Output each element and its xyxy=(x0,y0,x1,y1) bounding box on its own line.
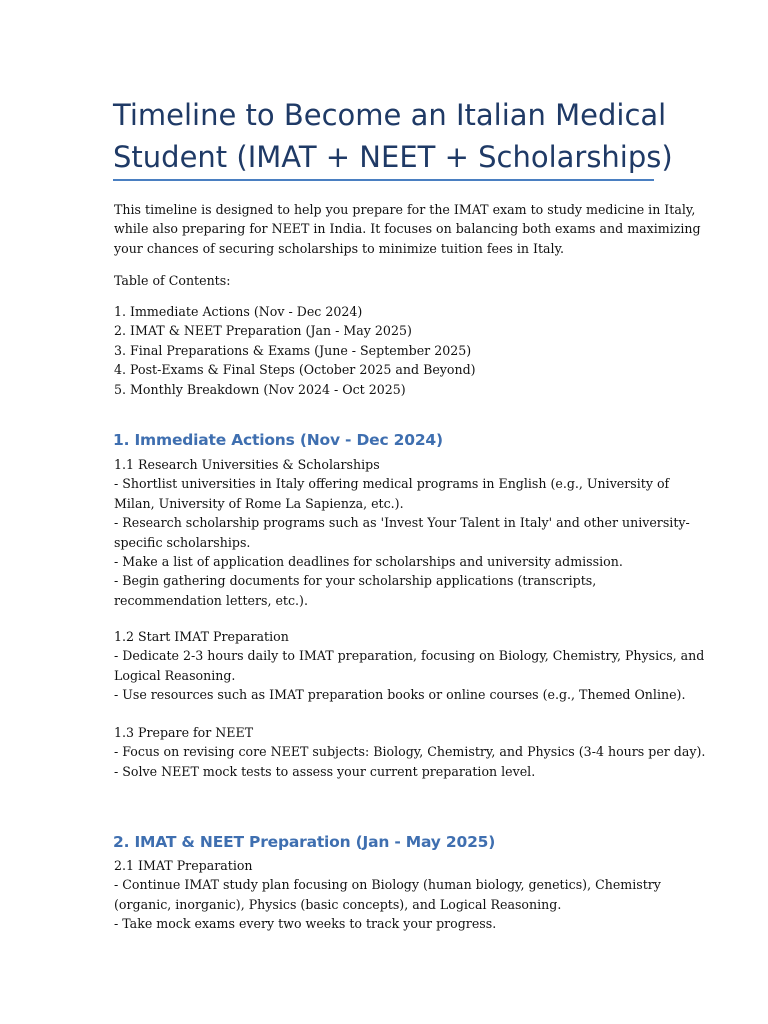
section-2-1 xyxy=(114,856,674,934)
toc-item[interactable]: 3. Final Preparations & Exams (June - September 2025) xyxy=(114,342,472,358)
title-line-2: Student (IMAT + NEET + Scholarships) xyxy=(113,140,673,174)
section-2-heading: 2. IMAT & NEET Preparation (Jan - May 2025) xyxy=(113,833,496,851)
section-line: 1.2 Start IMAT Preparation xyxy=(114,629,289,644)
title-divider xyxy=(113,179,654,181)
title-line-1: Timeline to Become an Italian Medical xyxy=(113,98,667,132)
section-line: - Focus on revising core NEET subjects: Biology, Chemistry, and Physics (3-4 hours per day). xyxy=(114,744,706,760)
section-line: - Shortlist universities in Italy offering medical programs in English (e.g., University of xyxy=(114,476,670,492)
section-line: Logical Reasoning. xyxy=(114,667,236,683)
section-line: specific scholarships. xyxy=(114,534,251,550)
section-1-2 xyxy=(114,627,705,705)
section-line: 2.1 IMAT Preparation xyxy=(114,858,253,873)
section-1-3 xyxy=(114,723,706,781)
toc-item[interactable]: 1. Immediate Actions (Nov - Dec 2024) xyxy=(114,304,363,319)
section-line: - Continue IMAT study plan focusing on Biology (human biology, genetics), Chemistry xyxy=(114,877,661,893)
toc-item[interactable]: 5. Monthly Breakdown (Nov 2024 - Oct 2025) xyxy=(114,381,406,397)
section-line: - Begin gathering documents for your scholarship applications (transcripts, xyxy=(114,573,597,589)
section-line: - Dedicate 2-3 hours daily to IMAT preparation, focusing on Biology, Chemistry, Physics, and xyxy=(114,648,705,664)
section-line: Milan, University of Rome La Sapienza, etc.). xyxy=(114,495,404,511)
section-1-heading: 1. Immediate Actions (Nov - Dec 2024) xyxy=(113,431,443,449)
toc-label: Table of Contents: xyxy=(114,273,231,288)
table-of-contents xyxy=(114,302,674,399)
intro-line: while also preparing for NEET in India. It focuses on balancing both exams and maximizing xyxy=(114,221,701,237)
toc-item[interactable]: 4. Post-Exams & Final Steps (October 2025 and Beyond) xyxy=(114,362,476,378)
section-line: recommendation letters, etc.). xyxy=(114,592,308,608)
section-line: (organic, inorganic), Physics (basic concepts), and Logical Reasoning. xyxy=(114,896,562,912)
section-line: - Solve NEET mock tests to assess your current preparation level. xyxy=(114,763,536,779)
section-line: - Research scholarship programs such as 'Invest Your Talent in Italy' and other university- xyxy=(114,515,690,531)
section-line: 1.1 Research Universities & Scholarships xyxy=(114,457,380,472)
section-line: 1.3 Prepare for NEET xyxy=(114,725,254,740)
intro-line: your chances of securing scholarships to minimize tuition fees in Italy. xyxy=(114,240,565,256)
intro-line: This timeline is designed to help you prepare for the IMAT exam to study medicine in Italy, xyxy=(114,202,696,217)
section-1-1 xyxy=(114,455,690,610)
toc-item[interactable]: 2. IMAT & NEET Preparation (Jan - May 2025) xyxy=(114,323,412,339)
section-line: - Take mock exams every two weeks to track your progress. xyxy=(114,916,497,932)
section-line: - Use resources such as IMAT preparation books or online courses (e.g., Themed Online). xyxy=(114,687,686,703)
intro-paragraph xyxy=(114,200,701,258)
section-line: - Make a list of application deadlines for scholarships and university admission. xyxy=(114,553,623,569)
page-title xyxy=(113,94,673,178)
